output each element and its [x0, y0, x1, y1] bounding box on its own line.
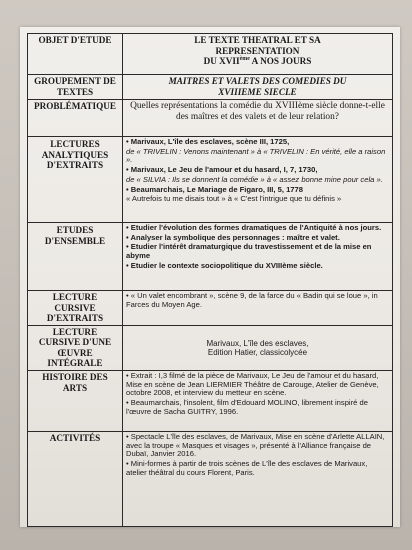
- histoire-label: HISTOIRE DES ARTS: [28, 371, 123, 432]
- histoire-item-2: • Beaumarchais, l'insolent, film d'Edouard MOLINO, librement inspiré de l'œuvre de Sacha GUITRY, 1996.: [126, 398, 368, 416]
- activites-label: ACTIVITÉS: [28, 432, 123, 527]
- histoire-content: [123, 371, 393, 432]
- row-groupement: [28, 75, 393, 100]
- lectures-content: [123, 137, 393, 223]
- groupement-content: [123, 75, 393, 100]
- extrait-3-bounds: « Autrefois tu me disais tout » à « C'est l'intrigue que tu définis »: [126, 194, 342, 204]
- objet-line1: LE TEXTE THEATRAL ET SA: [194, 35, 321, 45]
- oeuvre-line1: Marivaux, L'île des esclaves,: [206, 338, 309, 348]
- row-objet: [28, 34, 393, 75]
- oeuvre-line2: Edition Hatier, classicolycée: [207, 347, 308, 357]
- groupement-line2: XVIIIEME SIECLE: [218, 86, 297, 97]
- row-histoire: [28, 371, 393, 432]
- problematique-text: Quelles représentations la comédie du XVIIIème siècle donne-t-elle des maîtres et des valets et de leur relation?: [123, 100, 393, 137]
- row-problematique: [28, 100, 393, 137]
- study-table: [27, 33, 393, 527]
- extrait-1-title: • Marivaux, L'île des esclaves, scène III, 1725,: [126, 137, 290, 146]
- cursive-oeuvre-content: [123, 325, 393, 370]
- activite-item-1: • Spectacle L'île des esclaves, de Marivaux, Mise en scène d'Arlette ALLAIN, avec la troupe « Masques et visages », présenté à l'Alliance française de Dubaï, Janvier 2016.: [126, 432, 385, 459]
- activites-content: [123, 432, 393, 527]
- objet-line3: DU XVIIème A NOS JOURS: [203, 56, 312, 67]
- paper-sheet: [20, 27, 400, 527]
- objet-line2: REPRESENTATION: [215, 45, 300, 56]
- etude-item-2: • Analyser la symbolique des personnages : maître et valet.: [126, 232, 340, 242]
- row-lectures: [28, 137, 393, 223]
- histoire-item-1: • Extrait : I,3 filmé de la pièce de Marivaux, Le Jeu de l'amour et du hasard, Mise en scène de Jean LIERMIER Théâtre de Carouge, Atelier de Genève, octobre 2008, et interview du metteur en scène.: [126, 371, 379, 398]
- etudes-label: ETUDES D'ENSEMBLE: [28, 223, 123, 291]
- row-etudes: [28, 223, 393, 291]
- objet-content: [123, 34, 393, 75]
- etudes-content: [123, 223, 393, 291]
- lectures-label: LECTURES ANALYTIQUES D'EXTRAITS: [28, 137, 123, 223]
- extrait-2-bounds: de « SILVIA : Ils se donnent la comédie » à « assez bonne mine pour cela ».: [126, 174, 383, 184]
- problematique-label: PROBLÉMATIQUE: [28, 100, 123, 137]
- etude-item-4: • Etudier le contexte sociopolitique du XVIIIème siècle.: [126, 260, 323, 270]
- extrait-2-title: • Marivaux, Le Jeu de l'amour et du hasard, I, 7, 1730,: [126, 165, 318, 175]
- row-activites: [28, 432, 393, 527]
- etude-item-3: • Etudier l'intérêt dramaturgique du travestissement et de la mise en abyme: [126, 242, 372, 261]
- extrait-1-bounds: de « TRIVELIN : Venons maintenant » à « TRIVELIN : En vérité, elle a raison ».: [126, 146, 386, 165]
- extrait-3-title: • Beaumarchais, Le Mariage de Figaro, III, 5, 1778: [126, 184, 303, 194]
- groupement-label: GROUPEMENT DE TEXTES: [28, 75, 123, 100]
- row-cursive-extraits: [28, 291, 393, 326]
- cursive-extraits-text: • « Un valet encombrant », scène 9, de la farce du « Badin qui se loue », in Farces du Moyen Age.: [123, 291, 393, 326]
- cursive-extraits-label: LECTURE CURSIVE D'EXTRAITS: [28, 291, 123, 326]
- cursive-oeuvre-label: LECTURE CURSIVE D'UNE ŒUVRE INTÉGRALE: [28, 325, 123, 370]
- objet-label: OBJET D'ETUDE: [28, 34, 123, 75]
- groupement-line1: MAITRES ET VALETS DES COMEDIES DU: [168, 76, 347, 86]
- etude-item-1: • Etudier l'évolution des formes dramatiques de l'Antiquité à nos jours.: [126, 223, 382, 232]
- activite-item-2: • Mini-formes à partir de trois scènes de L'île des esclaves de Marivaux, atelier théâtral du cours Florent, Paris.: [126, 459, 368, 477]
- row-cursive-oeuvre: [28, 325, 393, 370]
